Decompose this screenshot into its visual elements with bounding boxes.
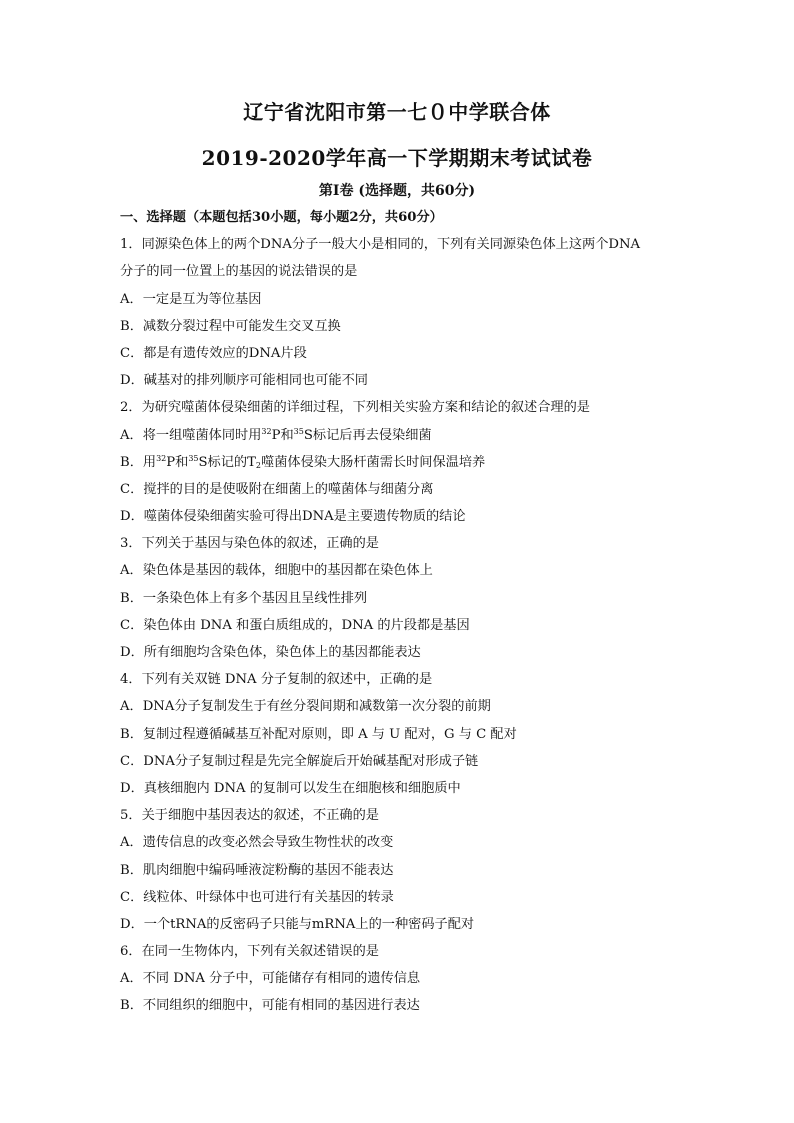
question-1-option-b: B．减数分裂过程中可能发生交叉互换	[120, 318, 341, 334]
text-fragment: B．用	[120, 454, 157, 470]
exam-content	[120, 204, 680, 1020]
text-fragment: P和	[271, 427, 294, 443]
part-label: 第Ⅰ卷 (选择题，共60分)	[318, 183, 476, 199]
phage-subscript: 2	[255, 460, 262, 470]
question-5-option-a: A．遗传信息的改变必然会导致生物性状的改变	[120, 835, 394, 851]
question-4-option-d: D．真核细胞内 DNA 的复制可以发生在细胞核和细胞质中	[120, 780, 461, 796]
text-fragment: P和	[166, 454, 189, 470]
question-2-option-d: D．噬菌体侵染细菌实验可得出DNA是主要遗传物质的结论	[120, 509, 466, 525]
exam-title-line1: 辽宁省沈阳市第一七０中学联合体	[243, 100, 551, 124]
question-1-option-d: D．碱基对的排列顺序可能相同也可能不同	[120, 373, 368, 389]
question-4-option-b: B．复制过程遵循碱基互补配对原则，即 A 与 U 配对，G 与 C 配对	[120, 726, 517, 742]
question-1-stem-line2: 分子的同一位置上的基因的说法错误的是	[120, 264, 358, 280]
question-6-stem: 6．在同一生物体内，下列有关叙述错误的是	[120, 944, 379, 960]
isotope-superscript: 32	[156, 453, 167, 463]
text-fragment: S标记的T	[198, 454, 256, 470]
question-2-option-b	[120, 449, 680, 476]
question-5-stem: 5．关于细胞中基因表达的叙述，不正确的是	[120, 808, 379, 824]
isotope-superscript: 35	[188, 453, 199, 463]
exam-title-line2: 2019-2020学年高一下学期期末考试试卷	[201, 146, 593, 170]
isotope-superscript: 35	[293, 426, 304, 436]
question-4-option-a: A．DNA分子复制发生于有丝分裂间期和减数第一次分裂的前期	[120, 699, 491, 715]
question-2-stem: 2．为研究噬菌体侵染细菌的详细过程，下列相关实验方案和结论的叙述合理的是	[120, 400, 590, 416]
question-6-option-b: B．不同组织的细胞中，可能有相同的基因进行表达	[120, 998, 420, 1014]
question-5-option-b: B．肌肉细胞中编码唾液淀粉酶的基因不能表达	[120, 862, 394, 878]
section-heading: 一、选择题（本题包括30小题，每小题2分，共60分）	[120, 210, 443, 225]
question-2-option-c: C．搅拌的目的是使吸附在细菌上的噬菌体与细菌分离	[120, 481, 434, 497]
text-fragment: S标记后再去侵染细菌	[303, 427, 432, 443]
question-4-option-c: C．DNA分子复制过程是先完全解旋后开始碱基配对形成子链	[120, 753, 479, 769]
question-5-option-c: C．线粒体、叶绿体中也可进行有关基因的转录	[120, 889, 394, 905]
question-2-option-a	[120, 422, 680, 449]
question-1-option-a: A．一定是互为等位基因	[120, 291, 262, 307]
question-6-option-a: A．不同 DNA 分子中，可能储存有相同的遗传信息	[120, 971, 421, 987]
question-1-stem-line1: 1．同源染色体上的两个DNA分子一般大小是相同的，下列有关同源染色体上这两个DNA	[120, 237, 641, 253]
question-4-stem: 4．下列有关双链 DNA 分子复制的叙述中，正确的是	[120, 672, 433, 688]
question-3-option-b: B．一条染色体上有多个基因且呈线性排列	[120, 590, 368, 606]
question-5-option-d: D．一个tRNA的反密码子只能与mRNA上的一种密码子配对	[120, 916, 475, 932]
question-3-option-d: D．所有细胞均含染色体，染色体上的基因都能表达	[120, 645, 421, 660]
question-3-stem: 3．下列关于基因与染色体的叙述，正确的是	[120, 536, 379, 552]
isotope-superscript: 32	[261, 426, 272, 436]
text-fragment: A．将一组噬菌体同时用	[120, 427, 262, 443]
question-3-option-a: A．染色体是基因的载体，细胞中的基因都在染色体上	[120, 563, 433, 579]
question-3-option-c: C．染色体由 DNA 和蛋白质组成的，DNA 的片段都是基因	[120, 617, 470, 633]
text-fragment: 噬菌体侵染大肠杆菌需长时间保温培养	[261, 454, 486, 470]
question-1-option-c: C．都是有遗传效应的DNA片段	[120, 345, 307, 361]
